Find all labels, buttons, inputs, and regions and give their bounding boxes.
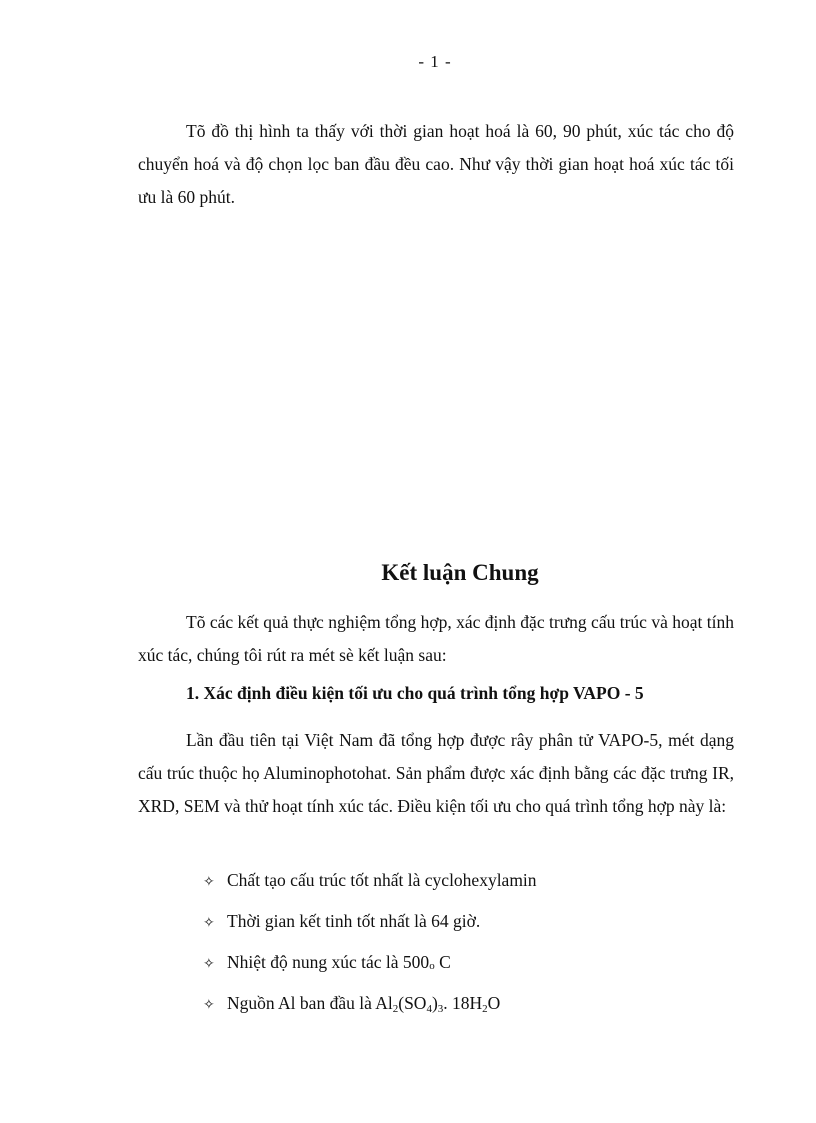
conclusion-body-paragraph: Lần đầu tiên tại Việt Nam đã tổng hợp được rây phân tử VAPO-5, mét dạng cấu trúc thuộc họ Aluminophotohat. Sản phẩm được xác định bằng các đặc trưng IR, XRD, SEM và thử hoạt tính xúc tác. Điều kiện tối ưu cho quá trình tổng hợp này là: <box>138 730 734 816</box>
list-item-text: Nguồn Al ban đầu là Al <box>227 993 393 1013</box>
conclusion-intro-paragraph: Tõ các kết quả thực nghiệm tổng hợp, xác định đặc trưng cấu trúc và hoạt tính xúc tác, chúng tôi rút ra mét sè kết luận sau: <box>138 612 734 665</box>
degree-symbol: o <box>429 960 435 972</box>
diamond-star-bullet-icon: ✧ <box>203 916 215 931</box>
formula-part: . 18H <box>443 993 483 1013</box>
list-item <box>203 905 537 946</box>
formula-subscript: 3 <box>437 1003 444 1015</box>
list-item-text: Nhiệt độ nung xúc tác là 500 <box>227 952 430 972</box>
conditions-list <box>203 864 537 1028</box>
subheading-optimal-conditions: 1. Xác định điều kiện tối ưu cho quá trình tổng hợp VAPO - 5 <box>186 683 644 703</box>
intro-paragraph: Tõ đồ thị hình ta thấy với thời gian hoạt hoá là 60, 90 phút, xúc tác cho độ chuyển hoá và độ chọn lọc ban đầu đều cao. Như vậy thời gian hoạt hoá xúc tác tối ưu là 60 phút. <box>138 121 734 207</box>
formula-part: (SO <box>398 993 427 1013</box>
formula-subscript: 2 <box>392 1003 399 1015</box>
list-item-text: Chất tạo cấu trúc tốt nhất là cyclohexylamin <box>227 870 537 890</box>
list-item <box>203 864 537 905</box>
unit-text: C <box>434 952 451 972</box>
diamond-star-bullet-icon: ✧ <box>203 957 215 972</box>
list-item <box>203 987 537 1028</box>
section-title: Kết luận Chung <box>381 560 539 585</box>
page-number: - 1 - <box>418 52 452 71</box>
formula-part: ) <box>431 993 438 1013</box>
formula-subscript: 4 <box>426 1003 432 1015</box>
list-item <box>203 946 537 987</box>
diamond-star-bullet-icon: ✧ <box>203 998 215 1013</box>
formula-subscript: 2 <box>482 1003 488 1015</box>
diamond-star-bullet-icon: ✧ <box>203 875 215 890</box>
formula-part: O <box>487 993 501 1013</box>
list-item-text: Thời gian kết tinh tốt nhất là 64 giờ. <box>227 911 481 931</box>
